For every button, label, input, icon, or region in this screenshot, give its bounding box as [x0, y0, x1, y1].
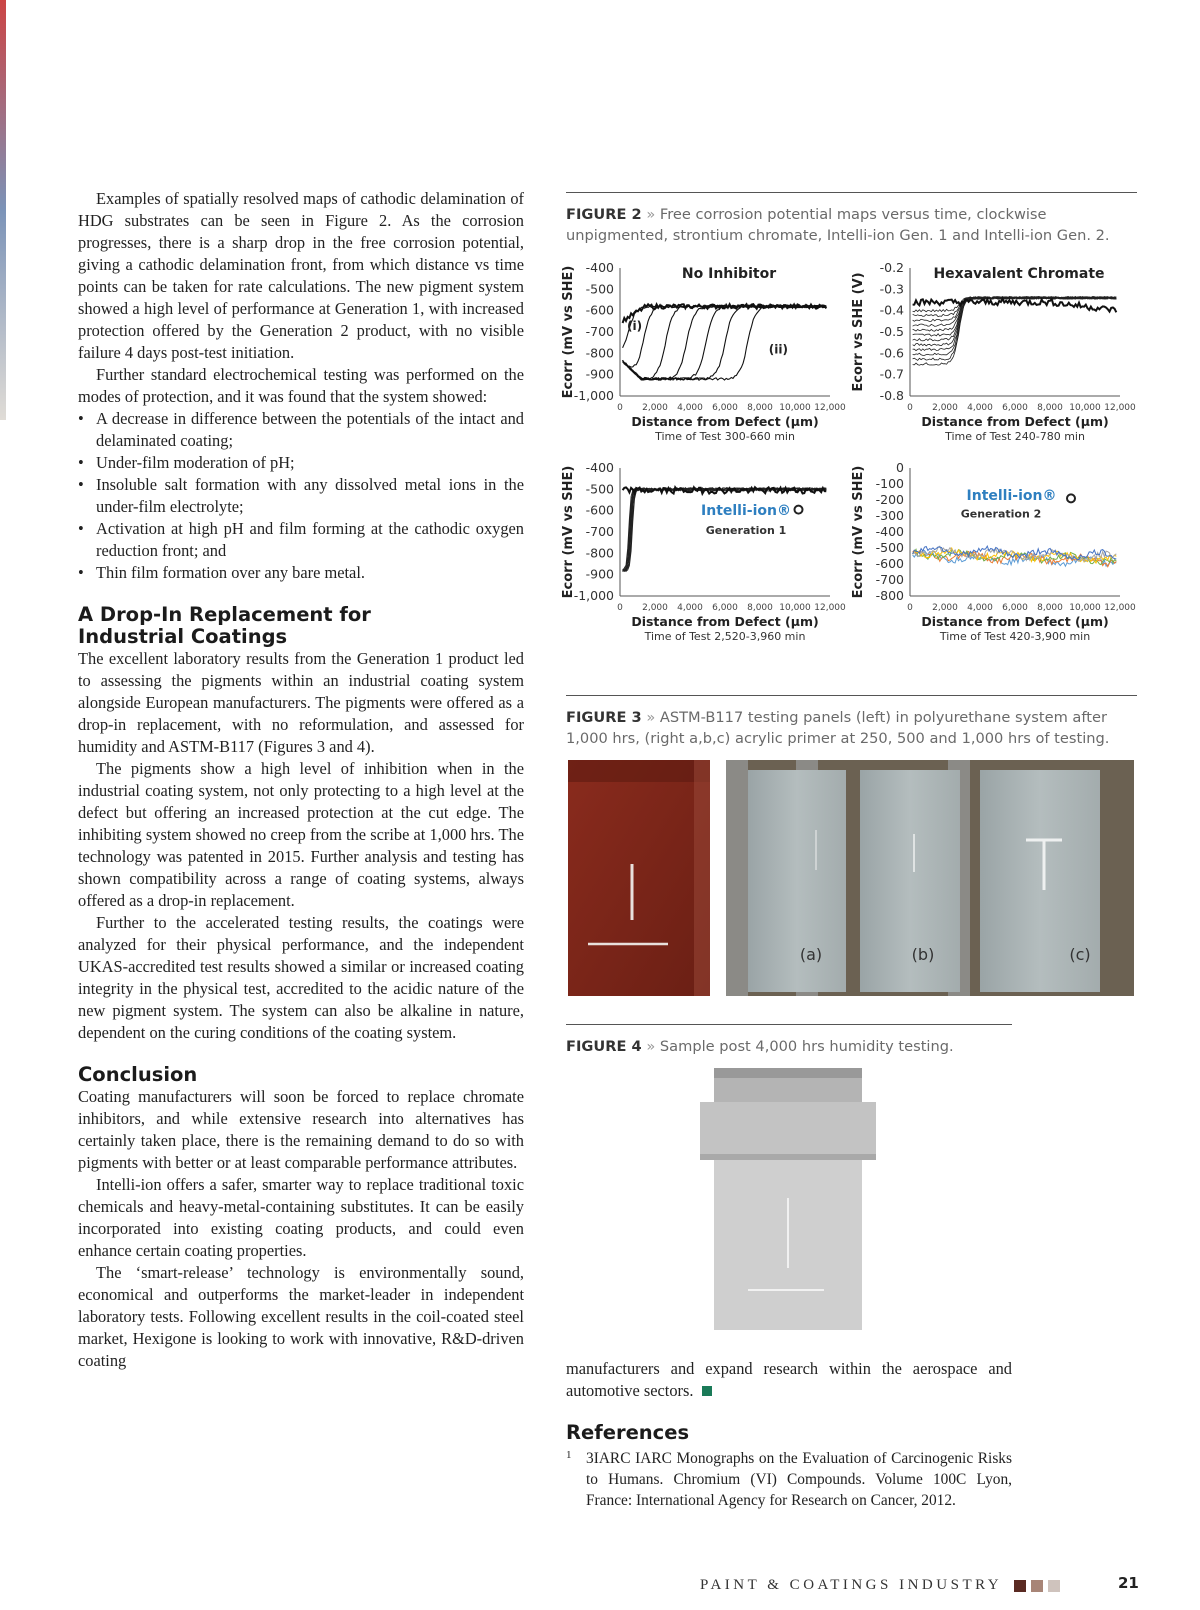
- panel-label-a: (a): [799, 945, 823, 964]
- x-tick-label: 6,000: [712, 603, 738, 613]
- chart-subtitle: Time of Test 240-780 min: [945, 430, 1085, 443]
- annotation-label: (i): [627, 318, 643, 333]
- chevron-icon: »: [646, 206, 656, 223]
- x-tick-label: 4,000: [967, 603, 993, 613]
- x-tick-label: 10,000: [1069, 403, 1101, 413]
- figure4-sample-photo: [700, 1068, 876, 1330]
- reference-text: 3IARC IARC Monographs on the Evaluation of Carcinogenic Risks to Humans. Chromium (VI) Compounds. Volume 100C Lyon, France: International Agency for Research on Cancer, 2012.: [586, 1450, 1012, 1509]
- paragraph: The excellent laboratory results from the Generation 1 product led to assessing the pigments within an industrial coating system alongside European manufacturers. The pigments were offered as a drop-in replacement, with no reformulation, and assessed for humidity and ASTM-B117 (Figures 3 and 4).: [78, 649, 524, 756]
- y-tick-label: -600: [585, 302, 614, 318]
- panel-b: [860, 770, 960, 992]
- paragraph: The ‘smart-release’ technology is environmentally sound, economical and outperforms the market-leader in independent laboratory tests. Following excellent results in the coil-coated steel market, Hexigone is looking to work with innovative, R&D-driven coating: [78, 1263, 524, 1370]
- series-line: [623, 305, 827, 380]
- section-heading-dropin: A Drop-In Replacement for Industrial Coatings: [78, 603, 371, 648]
- reference-item: [566, 1448, 1012, 1511]
- list-item: • Insoluble salt formation with any dissolved metal ions in the under-film electrolyte;: [78, 474, 524, 518]
- y-tick-label: -800: [585, 345, 614, 361]
- y-tick-label: -800: [875, 588, 904, 603]
- x-tick-label: 8,000: [1037, 403, 1063, 413]
- chart-panel-1: [620, 268, 830, 396]
- figure-rule: [566, 192, 1137, 193]
- x-tick-label: 10,000: [779, 403, 811, 413]
- y-tick-label: -100: [875, 476, 904, 491]
- y-tick-label: -900: [585, 566, 614, 582]
- series-line: [623, 304, 827, 323]
- caption-text: ASTM-B117 testing panels (left) in polyurethane system after 1,000 hrs, (right a,b,c) acrylic primer at 250, 500 and 1,000 hrs of testing.: [566, 709, 1110, 747]
- x-tick-label: 4,000: [677, 403, 703, 413]
- figure2-caption: [566, 204, 1136, 246]
- x-tick-label: 8,000: [1037, 603, 1063, 613]
- y-tick-label: -1,000: [573, 388, 614, 403]
- paragraph: [566, 1358, 1012, 1402]
- y-axis-label: Ecorr vs SHE (V): [851, 272, 866, 392]
- y-tick-label: -0.6: [879, 345, 904, 361]
- section-heading-references: References: [566, 1421, 690, 1444]
- x-tick-label: 0: [617, 403, 623, 413]
- end-mark-icon: [702, 1386, 712, 1396]
- panel-a: [748, 770, 846, 992]
- x-tick-label: 8,000: [747, 403, 773, 413]
- x-tick-label: 8,000: [747, 603, 773, 613]
- x-tick-label: 6,000: [1002, 603, 1028, 613]
- journal-name: PAINT & COATINGS INDUSTRY: [700, 1577, 1002, 1593]
- y-tick-label: -900: [585, 366, 614, 382]
- annotation-label: (ii): [768, 342, 788, 357]
- chart-title: No Inhibitor: [681, 266, 777, 282]
- series-line: [913, 299, 1117, 312]
- series-line: [623, 305, 827, 380]
- caption-text: Free corrosion potential maps versus time, clockwise unpigmented, strontium chromate, Intelli-ion Gen. 1 and Intelli-ion Gen. 2.: [566, 206, 1110, 244]
- x-tick-label: 4,000: [677, 603, 703, 613]
- figure-rule: [566, 1024, 1012, 1025]
- series-line: [623, 305, 827, 379]
- reference-number: 1: [566, 1449, 572, 1461]
- panel-label-c: (c): [1069, 945, 1091, 964]
- y-tick-label: -400: [875, 524, 904, 539]
- series-line: [913, 297, 1117, 327]
- figure-label: FIGURE 2: [566, 206, 642, 223]
- paragraph: Coating manufacturers will soon be forced to replace chromate inhibitors, and while extensive research into alternatives has certainly taken place, there is the remaining demand to do so with pigments with better or at least comparable performance attributes.: [78, 1087, 524, 1172]
- chart-panel-2: [910, 268, 1120, 396]
- y-tick-label: -700: [585, 524, 614, 539]
- chart-subtitle: Time of Test 300-660 min: [655, 430, 795, 443]
- x-axis-label: Distance from Defect (µm): [921, 414, 1109, 429]
- y-tick-label: 0: [896, 460, 904, 475]
- page-number: 21: [1118, 1574, 1139, 1592]
- chevron-icon: »: [646, 709, 656, 726]
- y-tick-label: -200: [875, 492, 904, 507]
- series-line: [623, 305, 827, 380]
- figure-rule: [566, 695, 1137, 696]
- chart-title: Hexavalent Chromate: [933, 266, 1105, 282]
- paragraph: The pigments show a high level of inhibition when in the industrial coating system, not only protecting to a high level at the defect but offering an increased protection at the cut edge. The inhibiting system showed no creep from the scribe at 1,000 hrs. The technology was patented in 2015. Further analysis and testing has shown compatibility across a range of coating systems, always offered as a drop-in replacement.: [78, 759, 524, 910]
- y-axis-label: Ecorr (mV vs SHE): [561, 265, 576, 399]
- x-tick-label: 12,000: [1104, 403, 1136, 413]
- chevron-icon: »: [646, 1038, 656, 1055]
- y-tick-label: -500: [875, 540, 904, 555]
- series-line: [623, 305, 827, 367]
- legend-generation-label: Generation 1: [705, 524, 787, 538]
- y-tick-label: -0.4: [879, 302, 904, 318]
- series-line: [623, 305, 827, 380]
- caption-text: Sample post 4,000 hrs humidity testing.: [659, 1038, 954, 1055]
- section-heading-conclusion: Conclusion: [78, 1063, 198, 1086]
- y-tick-label: -600: [875, 556, 904, 571]
- y-tick-label: -700: [875, 572, 904, 587]
- panel-label-b: (b): [911, 945, 935, 964]
- y-tick-label: -800: [585, 545, 614, 561]
- x-tick-label: 2,000: [932, 403, 958, 413]
- figure3-caption: [566, 707, 1136, 749]
- figure3-panels-photo: [568, 760, 1134, 998]
- y-axis-label: Ecorr (mV vs SHE): [561, 465, 576, 599]
- right-column: [566, 1358, 1012, 1511]
- paragraph: Further standard electrochemical testing was performed on the modes of protection, and it was found that the system showed:: [78, 365, 524, 406]
- footer-blocks: [1009, 1577, 1060, 1593]
- y-tick-label: -500: [585, 281, 614, 297]
- y-tick-label: -0.5: [879, 324, 904, 339]
- footer: [700, 1577, 1140, 1594]
- x-axis-label: Distance from Defect (µm): [921, 614, 1109, 629]
- paragraph: Intelli-ion offers a safer, smarter way to replace traditional toxic chemicals and heavy-metal-containing substitutes. It can be easily incorporated into existing coating products, and could even enhance certain coating properties.: [78, 1175, 524, 1260]
- legend-brand-logo: Intelli-ion®: [966, 488, 1057, 504]
- x-tick-label: 6,000: [712, 403, 738, 413]
- paragraph-text: manufacturers and expand research within the aerospace and automotive sectors.: [566, 1359, 1012, 1400]
- figure2-charts: [560, 262, 1140, 674]
- x-tick-label: 10,000: [779, 603, 811, 613]
- y-tick-label: -300: [875, 508, 904, 523]
- y-tick-label: -0.3: [879, 281, 904, 297]
- x-tick-label: 4,000: [967, 403, 993, 413]
- x-tick-label: 0: [907, 603, 913, 613]
- list-item: • Under-film moderation of pH;: [78, 452, 524, 474]
- y-tick-label: -1,000: [573, 588, 614, 603]
- paragraph: Examples of spatially resolved maps of cathodic delamination of HDG substrates can be seen in Figure 2. As the corrosion progresses, there is a sharp drop in the free corrosion potential, giving a cathodic delamination front, from which distance vs time points can be taken for rate calculations. The new pigment system showed a high level of performance at Generation 1, with increased protection offered by the Generation 2 product, with no visible failure 4 days post-test initiation.: [78, 189, 524, 362]
- y-tick-label: -600: [585, 502, 614, 518]
- molecule-icon: [795, 506, 803, 514]
- molecule-icon: [1067, 494, 1075, 502]
- y-tick-label: -0.8: [879, 388, 904, 403]
- x-tick-label: 12,000: [814, 603, 846, 613]
- x-tick-label: 10,000: [1069, 603, 1101, 613]
- y-tick-label: -700: [585, 324, 614, 339]
- figure4-caption: [566, 1036, 1012, 1057]
- left-column: [78, 188, 524, 1372]
- red-panel: [568, 760, 710, 996]
- y-tick-label: -0.2: [879, 262, 904, 275]
- chart-subtitle: Time of Test 2,520-3,960 min: [644, 630, 806, 643]
- y-tick-label: -400: [585, 460, 614, 475]
- list-item: • A decrease in difference between the potentials of the intact and delaminated coating;: [78, 408, 524, 452]
- legend-brand-logo: Intelli-ion®: [701, 502, 791, 519]
- page-edge-decoration: [0, 0, 6, 420]
- x-tick-label: 2,000: [932, 603, 958, 613]
- x-tick-label: 2,000: [642, 603, 668, 613]
- paragraph: Further to the accelerated testing results, the coatings were analyzed for their physical performance, and the independent UKAS-accredited test results showed a similar or increased coating integrity in the physical test, accredited to the acidic nature of the new pigment system. The system can also be alkaline in nature, dependent on the curing conditions of the coating system.: [78, 913, 524, 1042]
- legend-generation-label: Generation 2: [960, 507, 1042, 521]
- y-tick-label: -400: [585, 262, 614, 275]
- x-axis-label: Distance from Defect (µm): [631, 614, 819, 629]
- y-tick-label: -500: [585, 481, 614, 497]
- figure-label: FIGURE 3: [566, 709, 642, 726]
- footer-block: [1014, 1580, 1026, 1592]
- y-tick-label: -0.7: [879, 366, 904, 382]
- x-tick-label: 6,000: [1002, 403, 1028, 413]
- x-tick-label: 0: [617, 603, 623, 613]
- footer-block: [1031, 1580, 1043, 1592]
- chart-subtitle: Time of Test 420-3,900 min: [939, 630, 1091, 643]
- x-tick-label: 12,000: [814, 403, 846, 413]
- figure-label: FIGURE 4: [566, 1038, 642, 1055]
- x-axis-label: Distance from Defect (µm): [631, 414, 819, 429]
- x-tick-label: 2,000: [642, 403, 668, 413]
- list-item: • Thin film formation over any bare metal.: [78, 562, 524, 584]
- list-item: • Activation at high pH and film forming at the cathodic oxygen reduction front; and: [78, 518, 524, 562]
- x-tick-label: 12,000: [1104, 603, 1136, 613]
- series-line: [913, 546, 1117, 561]
- y-axis-label: Ecorr (mV vs SHE): [851, 465, 866, 599]
- bullet-list: [78, 408, 524, 584]
- x-tick-label: 0: [907, 403, 913, 413]
- footer-block: [1048, 1580, 1060, 1592]
- series-line: [913, 297, 1117, 322]
